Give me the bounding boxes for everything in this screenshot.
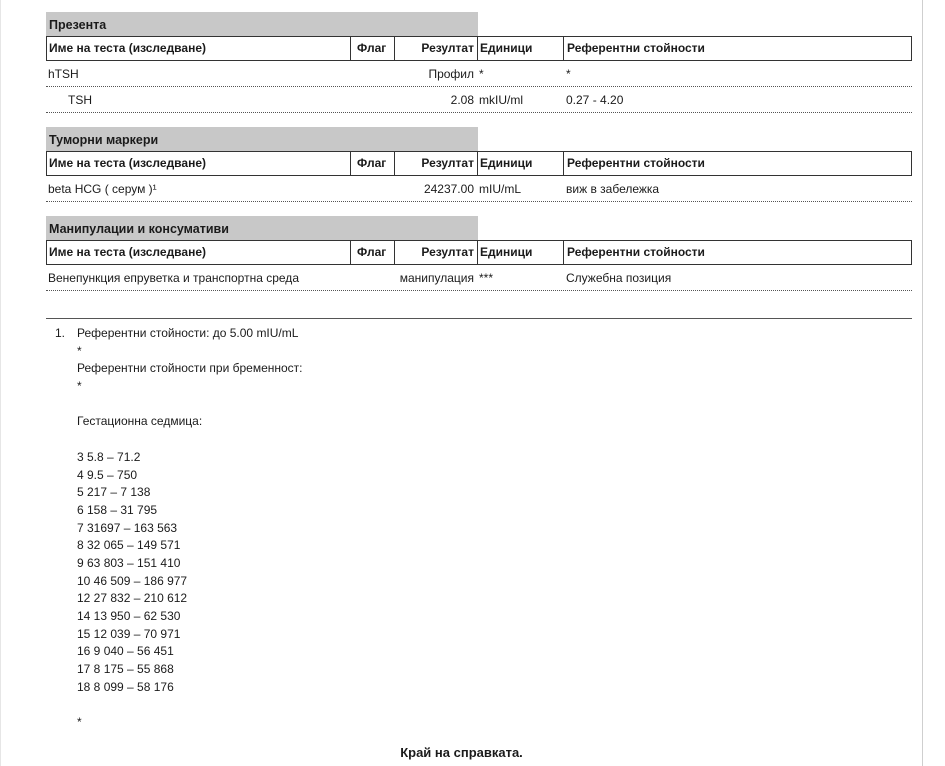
note-line: 16 9 040 – 56 451 [77, 644, 174, 659]
note-line: Референтни стойности: до 5.00 mIU/mL [77, 326, 299, 340]
table-row [46, 61, 912, 87]
test-units: * [479, 67, 484, 81]
end-of-report: Край на справката. [400, 745, 523, 760]
table-header [46, 240, 912, 265]
table-row [46, 265, 912, 291]
col-header-result: Резултат [395, 241, 478, 264]
test-flag [350, 87, 394, 112]
test-result: манипулация [399, 271, 474, 285]
col-header-units: Единици [478, 152, 564, 175]
table-row [46, 176, 912, 202]
note-line: 12 27 832 – 210 612 [77, 591, 188, 606]
col-header-flag: Флаг [351, 241, 395, 264]
note-line: 10 46 509 – 186 977 [77, 573, 188, 588]
col-header-name: Име на теста (изследване) [47, 241, 351, 264]
test-name: hTSH [48, 67, 79, 81]
note-line: * [77, 715, 82, 730]
col-header-reference: Референтни стойности [567, 245, 705, 259]
note-line: Референтни стойности при бременност: [77, 361, 303, 376]
test-flag [350, 61, 394, 86]
note-line: 6 158 – 31 795 [77, 502, 158, 517]
note-line: 9 63 803 – 151 410 [77, 555, 181, 570]
col-header-result: Резултат [395, 152, 478, 175]
note-line: * [77, 343, 82, 358]
test-units: mIU/mL [479, 182, 521, 196]
col-header-result: Резултат [395, 37, 478, 60]
test-flag [350, 265, 394, 290]
test-units: mkIU/ml [479, 93, 523, 107]
note-body [77, 325, 303, 732]
test-result: Профил [428, 67, 474, 81]
test-name: beta HCG ( серум )¹ [48, 182, 157, 196]
section-title: Презента [46, 12, 478, 36]
notes-divider [46, 318, 912, 319]
table-row [46, 87, 912, 113]
notes [55, 325, 303, 732]
test-flag [350, 176, 394, 201]
note-line: 14 13 950 – 62 530 [77, 609, 181, 623]
test-result: 2.08 [450, 93, 474, 107]
note-line: 5 217 – 7 138 [77, 485, 151, 500]
section-manipulations [46, 216, 912, 291]
col-header-name: Име на теста (изследване) [47, 152, 351, 175]
section-presenta [46, 12, 912, 113]
section-title: Манипулации и консумативи [46, 216, 478, 240]
test-reference: * [566, 67, 571, 81]
col-header-reference: Референтни стойности [567, 156, 705, 170]
col-header-reference: Референтни стойности [567, 41, 705, 55]
note-line: 7 31697 – 163 563 [77, 520, 178, 535]
test-reference: Служебна позиция [566, 271, 672, 285]
note-line [77, 431, 303, 449]
note-line: 3 5.8 – 71.2 [77, 449, 141, 464]
note-line [77, 396, 303, 414]
test-reference: 0.27 - 4.20 [566, 93, 624, 107]
note-line: * [77, 379, 82, 394]
table-header [46, 36, 912, 61]
table-header [46, 151, 912, 176]
note-line: Гестационна седмица: [77, 414, 203, 429]
note-number: 1. [55, 326, 66, 340]
test-reference: виж в забележка [566, 182, 660, 196]
test-result: 24237.00 [423, 182, 474, 196]
section-tumor-markers [46, 127, 912, 202]
section-title: Туморни маркери [46, 127, 478, 151]
note-line: 18 8 099 – 58 176 [77, 679, 174, 694]
note-line: 8 32 065 – 149 571 [77, 538, 181, 553]
col-header-name: Име на теста (изследване) [47, 37, 351, 60]
col-header-units: Единици [478, 37, 564, 60]
col-header-flag: Флаг [351, 37, 395, 60]
note-line: 15 12 039 – 70 971 [77, 626, 181, 641]
note-line [77, 696, 303, 714]
note-line: 4 9.5 – 750 [77, 467, 138, 482]
test-name: TSH [68, 93, 92, 107]
note-line: 17 8 175 – 55 868 [77, 662, 174, 677]
col-header-flag: Флаг [351, 152, 395, 175]
test-name: Венепункция епруветка и транспортна среда [48, 271, 299, 285]
col-header-units: Единици [478, 241, 564, 264]
test-units: *** [479, 271, 494, 285]
